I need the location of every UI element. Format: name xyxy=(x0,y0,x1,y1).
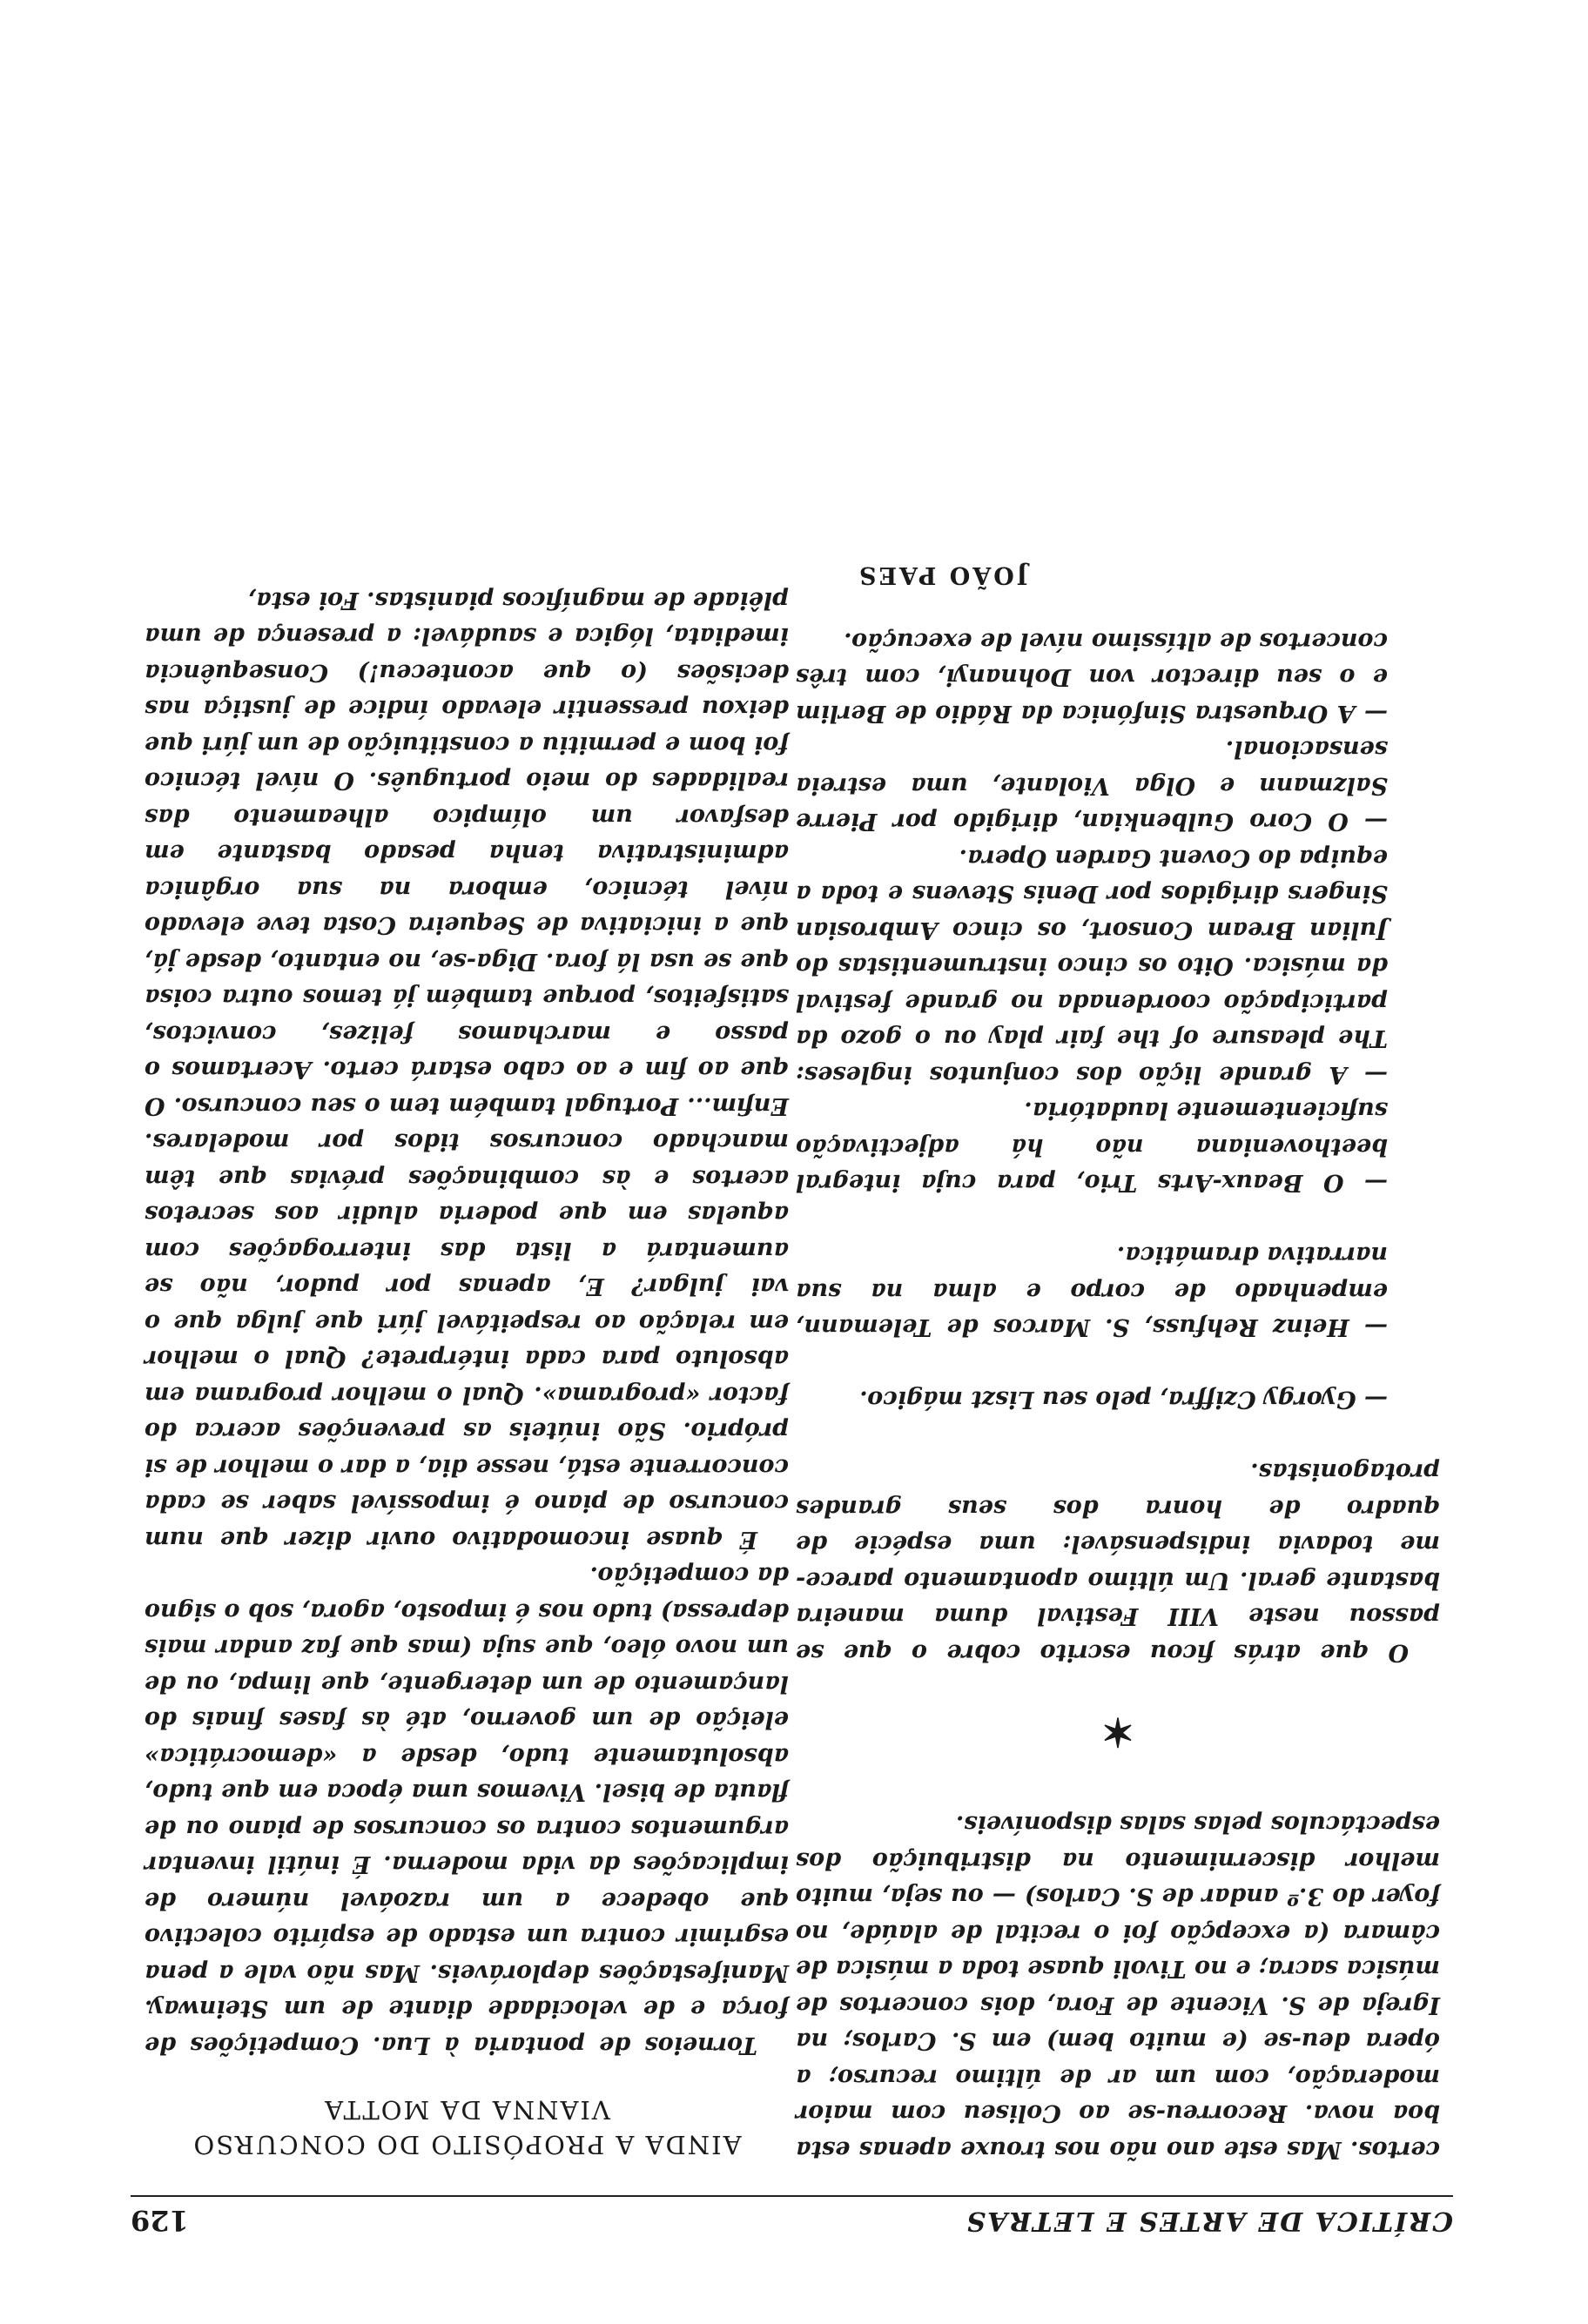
paragraph-competitions: Torneios de pontaria à Lua. Competições de força e de velocidade diante de um Steinway. Manifestações deploráveis. Mas não vale a pena esgrimir contra um estado de espírito colectivo que obedece a um razoável número de implicações da vida moderna. É inútil inventar argumentos contra os concursos de piano ou de flauta de bisel. Vivemos uma época em que tudo, absolutamente tudo, desde a «democrática» eleição de um governo, até às fases finais do lançamento de um detergente, que limpa, ou de um novo óleo, que suja (mas que faz andar mais depressa) tudo nos é imposto, agora, sob o signo da competição. xyxy=(145,1562,789,2059)
honor-item-rehfuss: — Heinz Rehfuss, S. Marcos de Telemann, empenhado de corpo e alma na sua narrativa dramática. xyxy=(796,1241,1388,1341)
paragraph-portuguese-contest: É quase incomodativo ouvir dizer que num concurso de piano é impossível saber se cada concorrente está, nesse dia, a dar o melhor de si próprio. São inúteis as prevenções acerca do factor «programa». Qual o melhor programa em absoluto para cada intérprete? Qual o melhor em relação ao respeitável júri que julga que o vai julgar? E, apenas por pudor, não se aumentará a lista das interrogações com aquelas em que poderia aludir aos secretos acertos e às combinações prévias que têm manchado concursos tidos por modelares. Enfim... Portugal também tem o seu concurso. O que ao fim e ao cabo estará certo. Acertamos o passo e marchamos felizes, convictos, satisfeitos, porque também já temos outra coisa que se usa lá fora. Diga-se, no entanto, desde já, que a iniciativa de Sequeira Costa teve elevado nível técnico, embora na sua orgânica administrativa tenha pesado bastante em desfavor um olímpico alheamento das realidades do meio português. O nível técnico foi bom e permitiu a constituição de um júri que deixou pressentir elevado índice de justiça nas decisões (o que aconteceu!) Consequência imediata, lógica e saudável: a presença de uma plêiade de magníficos pianistas. Foi esta, xyxy=(145,587,789,1553)
spacer xyxy=(796,1201,1440,1238)
running-header xyxy=(131,2195,1453,2237)
right-column xyxy=(145,582,789,2168)
article-title: AINDA A PROPÓSITO DO CONCURSO xyxy=(192,2130,742,2159)
honor-item-cziffra: — Gyorgy Cziffra, pelo seu Liszt mágico. xyxy=(859,1386,1388,1414)
article-author: VIANNA DA MOTTA xyxy=(323,2095,610,2125)
signature: JOÃO PAES xyxy=(857,561,1028,589)
paragraph-festival-venues: certos. Mas este ano não nos trouxe apenas esta boa nova. Recorreu-se ao Coliseu com maior moderação, com um ar de último recurso; a ópera deu-se (e muito bem) em S. Carlos; na Igreja de S. Vicente de Fora, dois concertos de música sacra; e no Tivoli quase toda a música de câmara (a excepção foi o recital de alaúde, no foyer do 3.º andar de S. Carlos) — ou seja, muito melhor discernimento na distribuição dos espectáculos pelas salas disponíveis. xyxy=(796,1810,1440,2163)
page-number: 129 xyxy=(131,2204,189,2237)
star-separator-icon: ✶ xyxy=(1100,1709,1135,1756)
honor-item-berlin-orchestra: — A Orquestra Sinfónica da Rádio de Berlim e o seu director von Dohnanyi, com três concertos de altíssimo nível de execução. xyxy=(796,628,1388,727)
spacer xyxy=(796,1418,1440,1454)
honor-item-beaux-arts-trio: — O Beaux-Arts Trio, para cuja integral beethoveniana não há adjectivação suficientemente laudatória. xyxy=(796,1097,1388,1197)
left-column xyxy=(796,557,1440,2167)
paragraph-summary: O que atrás ficou escrito cobre o que se passou neste VIII Festival duma maneira bastante geral. Um último apontamento parece-me todavia indispensável: uma espécie de quadro de honra dos seus grandes protagonistas. xyxy=(796,1458,1440,1666)
running-title: CRÍTICA DE ARTES E LETRAS xyxy=(965,2206,1453,2236)
honor-item-english-ensembles: — A grande lição dos conjuntos ingleses: The pleasure of the fair play ou o gozo da participação coordenada no grande festival da música. Oito os cinco instrumentistas do Julian Bream Consort, os cinco Ambrosian Singers dirigidos por Denis Stevens e toda a equipa do Covent Garden Opera. xyxy=(796,844,1388,1088)
honor-item-coro-gulbenkian: — O Coro Gulbenkian, dirigido por Pierre Salzmann e Olga Violante, uma estreia sensacional. xyxy=(796,735,1388,836)
spacer xyxy=(796,1346,1440,1382)
